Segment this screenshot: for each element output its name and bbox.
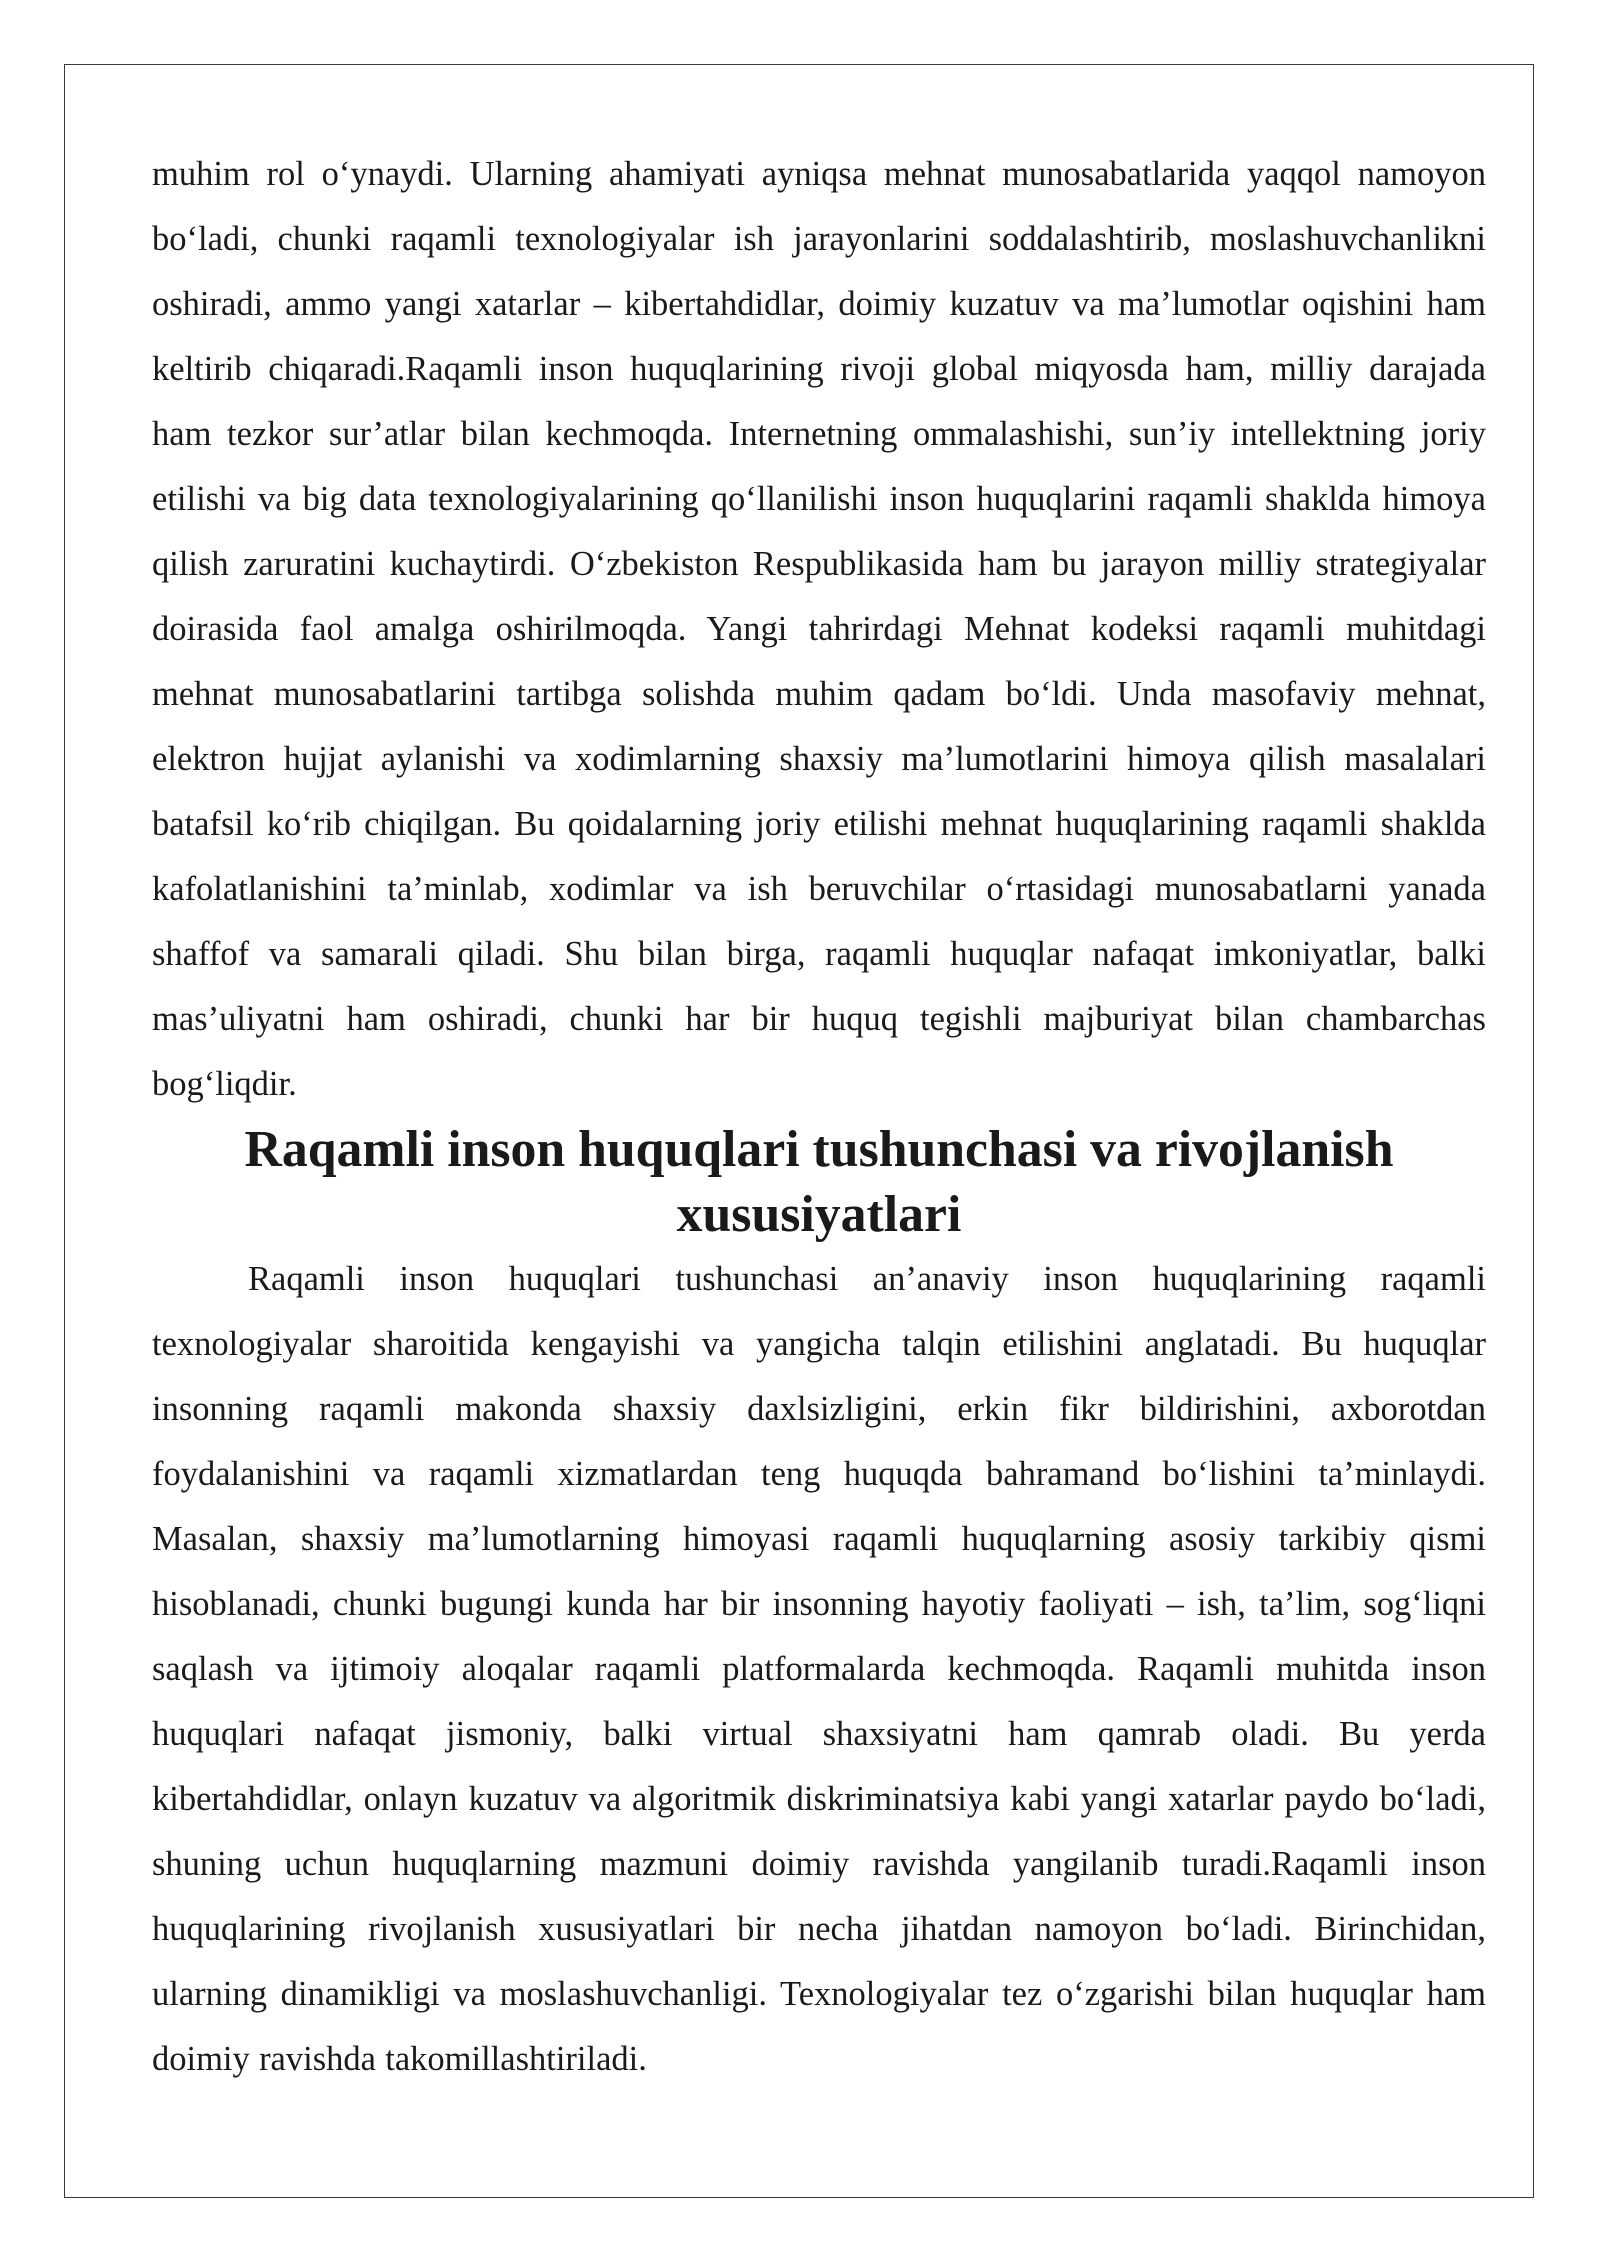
paragraph-continuation: muhim rol o‘ynaydi. Ularning ahamiyati ayniqsa mehnat munosabatlarida yaqqol namoyon bo‘ladi, chunki raqamli texnologiyalar ish jarayonlarini soddalashtirib, moslashuvchanlikni oshiradi, ammo yangi xatarlar – kibertahdidlar, doimiy kuzatuv va ma’lumotlar oqishini ham keltirib chiqaradi.Raqamli inson huquqlarining rivoji global miqyosda ham, milliy darajada ham tezkor sur’atlar bilan kechmoqda. Internetning ommalashishi, sun’iy intellektning joriy etilishi va big data texnologiyalarining qo‘llanilishi inson huquqlarini raqamli shaklda himoya qilish zaruratini kuchaytirdi. O‘zbekiston Respublikasida ham bu jarayon milliy strategiyalar doirasida faol amalga oshirilmoqda. Yangi tahrirdagi Mehnat kodeksi raqamli muhitdagi mehnat munosabatlarini tartibga solishda muhim qadam bo‘ldi. Unda masofaviy mehnat, elektron hujjat aylanishi va xodimlarning shaxsiy ma’lumotlarini himoya qilish masalalari batafsil ko‘rib chiqilgan. Bu qoidalarning joriy etilishi mehnat huquqlarining raqamli shaklda kafolatlanishini ta’minlab, xodimlar va ish beruvchilar o‘rtasidagi munosabatlarni yanada shaffof va samarali qiladi. Shu bilan birga, raqamli huquqlar nafaqat imkoniyatlar, balki mas’uliyatni ham oshiradi, chunki har bir huquq tegishli majburiyat bilan chambarchas bog‘liqdir. (152, 155, 1486, 1103)
document-body (152, 142, 1486, 2092)
paragraph-definition: Raqamli inson huquqlari tushunchasi an’anaviy inson huquqlarining raqamli texnologiyalar sharoitida kengayishi va yangicha talqin etilishini anglatadi. Bu huquqlar insonning raqamli makonda shaxsiy daxlsizligini, erkin fikr bildirishini, axborotdan foydalanishini va raqamli xizmatlardan teng huquqda bahramand bo‘lishini ta’minlaydi. Masalan, shaxsiy ma’lumotlarning himoyasi raqamli huquqlarning asosiy tarkibiy qismi hisoblanadi, chunki bugungi kunda har bir insonning hayotiy faoliyati – ish, ta’lim, sog‘liqni saqlash va ijtimoiy aloqalar raqamli platformalarda kechmoqda. Raqamli muhitda inson huquqlari nafaqat jismoniy, balki virtual shaxsiyatni ham qamrab oladi. Bu yerda kibertahdidlar, onlayn kuzatuv va algoritmik diskriminatsiya kabi yangi xatarlar paydo bo‘ladi, shuning uchun huquqlarning mazmuni doimiy ravishda yangilanib turadi.Raqamli inson huquqlarining rivojlanish xususiyatlari bir necha jihatdan namoyon bo‘ladi. Birinchidan, ularning dinamikligi va moslashuvchanligi. Texnologiyalar tez o‘zgarishi bilan huquqlar ham doimiy ravishda takomillashtiriladi. (152, 1260, 1486, 2078)
section-heading: Raqamli inson huquqlari tushunchasi va rivojlanish xususiyatlari (244, 1121, 1394, 1243)
